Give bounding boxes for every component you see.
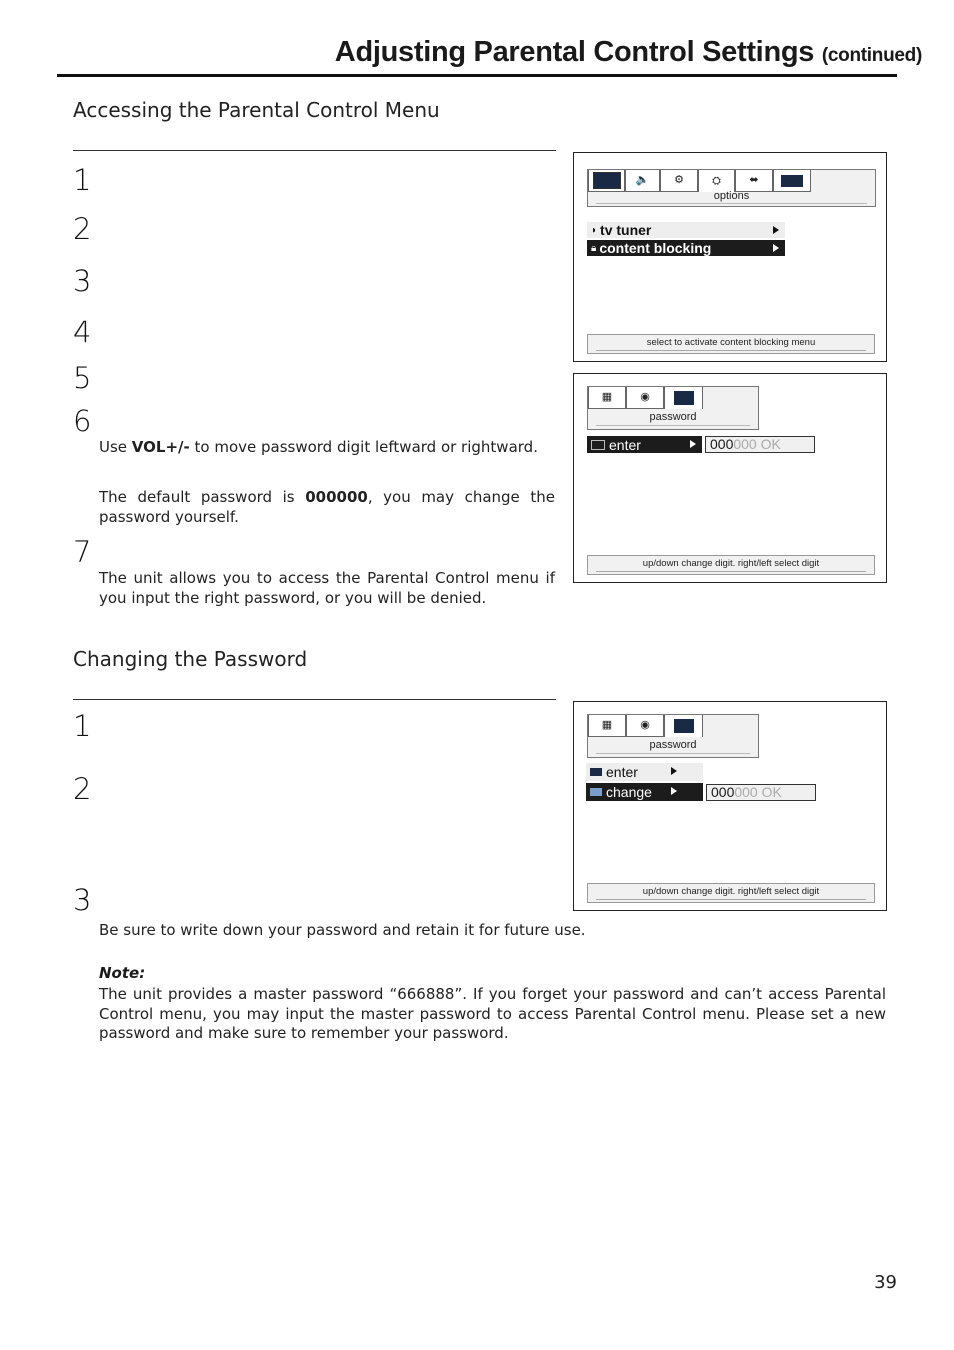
- menu-item-enter[interactable]: [586, 763, 703, 781]
- lock-icon: [664, 387, 703, 409]
- globe-lock-icon: ◉: [626, 387, 664, 409]
- step-number: 7: [73, 535, 92, 569]
- page-title: [335, 36, 922, 69]
- step-number: 6: [73, 404, 92, 438]
- chevron-right-icon: [773, 226, 779, 234]
- screen-icon: [590, 768, 602, 776]
- tuner-icon: ◗: [591, 224, 598, 236]
- globe-lock-icon: ◉: [626, 715, 664, 737]
- text: Use: [99, 438, 132, 456]
- default-password: 000000: [305, 488, 368, 506]
- step-number: 2: [73, 772, 92, 806]
- menu-item-tv-tuner[interactable]: [587, 222, 785, 238]
- title-rule: [57, 74, 897, 77]
- status-text: up/down change digit. right/left select digit: [642, 886, 820, 897]
- note-text: The unit provides a master password “666888”. If you forget your password and can’t access Parental Control menu, you may input the master password to access Parental Control menu. Please set a new password and make sure to remember your password.: [99, 985, 886, 1042]
- password-tab-bar: [587, 714, 759, 758]
- title-text: Adjusting Parental Control Settings: [334, 36, 815, 68]
- password-entered-digits: 000: [710, 436, 734, 452]
- change-icon: [590, 788, 602, 796]
- password-remaining-digits: 000 OK: [734, 784, 782, 800]
- chevron-right-icon: [671, 787, 677, 795]
- title-continued: (continued): [821, 45, 922, 66]
- step-number: 3: [73, 883, 92, 917]
- divider: [596, 203, 867, 204]
- divider: [596, 753, 750, 754]
- options-icon: ⛭: [698, 170, 735, 192]
- password-field[interactable]: [705, 436, 815, 453]
- tab-label: password: [649, 411, 697, 423]
- osd-password-screen: [573, 373, 887, 583]
- chevron-right-icon: [671, 767, 677, 775]
- divider: [596, 425, 750, 426]
- step7-text: The unit allows you to access the Parental Control menu if you input the right password, or you will be denied.: [99, 569, 555, 607]
- tab-label: password: [649, 739, 697, 751]
- status-bar: [587, 883, 875, 903]
- status-bar: [587, 334, 875, 354]
- page-number: 39: [874, 1272, 897, 1293]
- step-number: 2: [73, 212, 92, 246]
- lock-icon: [664, 715, 703, 737]
- menu-item-label: enter: [606, 764, 638, 780]
- menu-item-label: content blocking: [599, 240, 712, 256]
- section-rule: [73, 699, 556, 700]
- note-title: Note:: [99, 964, 146, 982]
- key-name: VOL+/-: [131, 438, 190, 456]
- film-icon: ⚙: [660, 170, 698, 192]
- divider: [596, 350, 866, 351]
- speaker-icon: 🔈: [625, 170, 660, 192]
- status-bar: [587, 555, 875, 575]
- text: to move password digit leftward or rightward.: [189, 438, 538, 456]
- step-number: 1: [73, 709, 92, 743]
- chevron-right-icon: [690, 440, 696, 448]
- password-field[interactable]: [706, 784, 816, 801]
- status-text: select to activate content blocking menu: [646, 337, 816, 348]
- tv-icon: [588, 170, 625, 192]
- chevron-right-icon: [773, 244, 779, 252]
- aspect-icon: ⬌: [735, 170, 773, 192]
- menu-item-enter[interactable]: [587, 436, 702, 453]
- password-remaining-digits: 000 OK: [733, 436, 781, 452]
- menu-item-change[interactable]: [586, 783, 703, 801]
- step-number: 4: [73, 315, 92, 349]
- screen-icon: [591, 440, 605, 450]
- step-number: 3: [73, 264, 92, 298]
- divider: [596, 571, 866, 572]
- tab-label: options: [713, 190, 750, 202]
- step-number: 5: [73, 361, 92, 395]
- osd-options-screen: [573, 152, 887, 362]
- status-text: up/down change digit. right/left select digit: [642, 558, 820, 569]
- lock-icon: 🔒︎: [591, 242, 597, 254]
- menu-item-label: change: [606, 784, 652, 800]
- step-number: 1: [73, 163, 92, 197]
- password-entered-digits: 000: [711, 784, 735, 800]
- step6-instruction: [99, 438, 555, 458]
- calendar-icon: ▦: [588, 387, 626, 409]
- step3-text: Be sure to write down your password and retain it for future use.: [99, 921, 586, 939]
- options-tab-bar: [587, 169, 876, 207]
- text: The default password is: [99, 488, 306, 506]
- calendar-icon: ▦: [588, 715, 626, 737]
- password-tab-bar: [587, 386, 759, 430]
- menu-item-label: enter: [609, 436, 641, 453]
- section-heading-changing: Changing the Password: [73, 647, 308, 671]
- pip-icon: [773, 170, 811, 192]
- osd-change-password-screen: [573, 701, 887, 911]
- menu-item-content-blocking[interactable]: [587, 240, 785, 256]
- section-heading-accessing: Accessing the Parental Control Menu: [73, 98, 440, 122]
- divider: [596, 899, 866, 900]
- text: , you may change the password yourself.: [99, 488, 555, 526]
- menu-item-label: tv tuner: [600, 222, 652, 238]
- section-rule: [73, 150, 556, 151]
- step6-default-password: [99, 488, 555, 527]
